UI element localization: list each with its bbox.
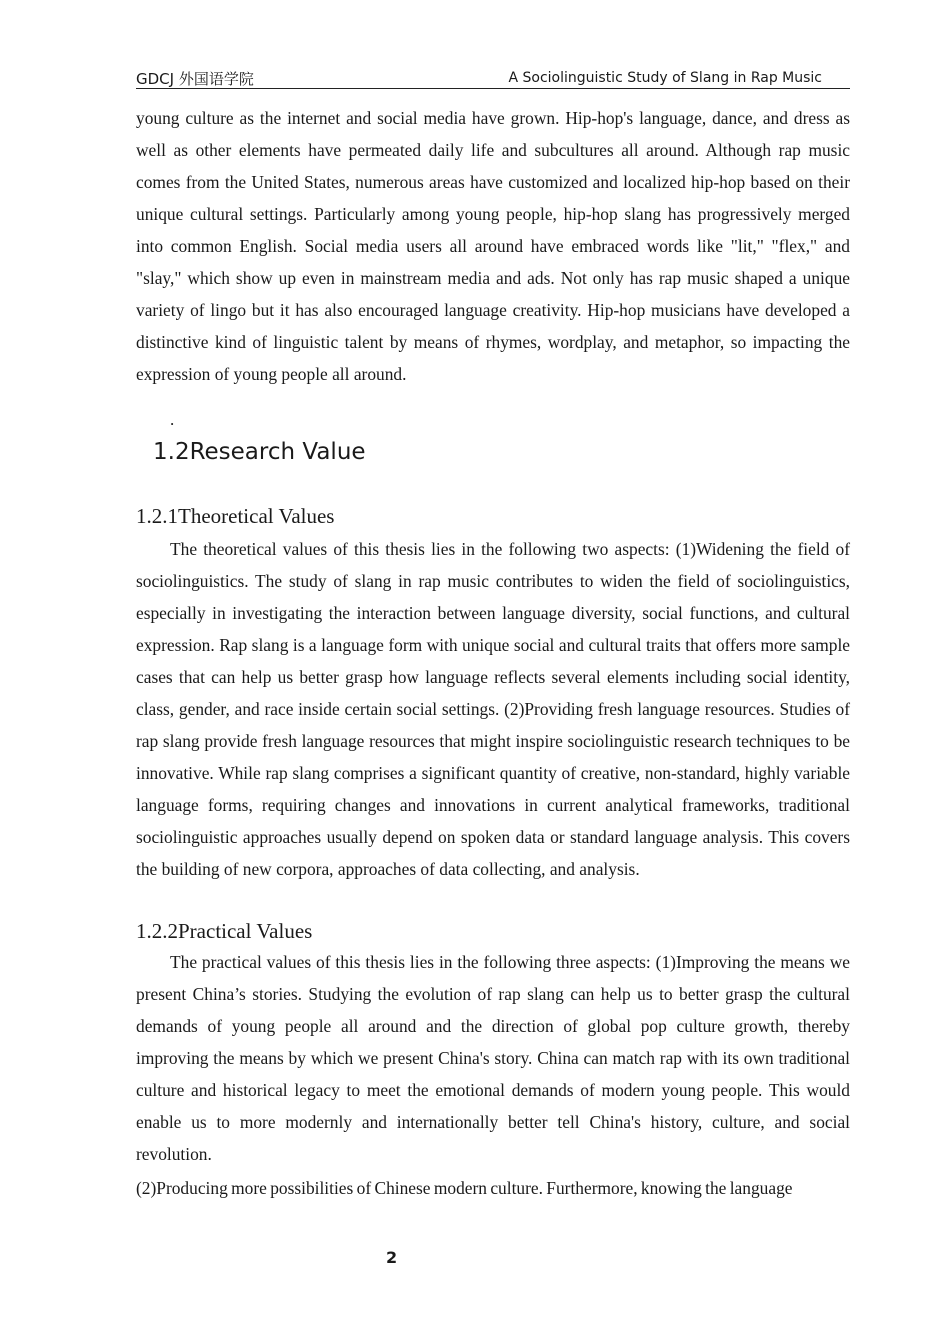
header-thesis-title: A Sociolinguistic Study of Slang in Rap Music [508,70,822,86]
theoretical-values-paragraph: The theoretical values of this thesis lies in the following two aspects: (1)Widening the field of sociolinguistics. The study of slang in rap music contributes to widen the field of sociolinguistics, especially in investigating the interaction between language diversity, social functions, and cultural expression. Rap slang is a language form with unique social and cultural traits that offers more sample cases that can help us better grasp how language reflects several elements including social identity, class, gender, and race inside certain social settings. (2)Providing fresh language resources. Studies of rap slang provide fresh language resources that might inspire sociolinguistic research techniques to be innovative. While rap slang comprises a significant quantity of creative, non-standard, highly variable language forms, requiring changes and innovations in current analytical frameworks, traditional sociolinguistic approaches usually depend on spoken data or standard language analysis. This covers the building of new corpora, approaches of data collecting, and analysis. [136,539,850,879]
practical-values-paragraph: The practical values of this thesis lies in the following three aspects: (1)Improving the means we present China’s stories. Studying the evolution of rap slang can help us to better grasp the cultural demands of young people all around and the direction of global pop culture growth, thereby improving the means by which we present China's story. China can match rap with its own traditional culture and historical legacy to meet the emotional demands of modern young people. This would enable us to more modernly and internationally better tell China's history, culture, and social revolution. [136,952,850,1164]
subheading-practical-values: 1.2.2Practical Values [136,919,313,943]
practical-values-paragraph-continued: (2)Producing more possibilities of Chinese modern culture. Furthermore, knowing the language [136,1178,793,1198]
header-institution: GDCJ 外国语学院 [136,70,254,88]
page-header [136,66,850,89]
subheading-theoretical-values: 1.2.1Theoretical Values [136,504,335,528]
section-heading-research-value: 1.2Research Value [153,439,366,465]
page-number: 2 [386,1248,398,1267]
intro-paragraph: young culture as the internet and social media have grown. Hip-hop's language, dance, and dress as well as other elements have permeated daily life and subcultures all around. Although rap music comes from the United States, numerous areas have customized and localized hip-hop based on their unique cultural settings. Particularly among young people, hip-hop slang has progressively merged into common English. Social media users all around have embraced words like "lit," "flex," and "slay," which show up even in mainstream media and ads. Not only has rap music shaped a unique variety of lingo but it has also encouraged language creativity. Hip-hop musicians have developed a distinctive kind of linguistic talent by means of rhymes, wordplay, and metaphor, so impacting the expression of young people all around. [136,108,850,384]
stray-dot: . [170,410,175,429]
